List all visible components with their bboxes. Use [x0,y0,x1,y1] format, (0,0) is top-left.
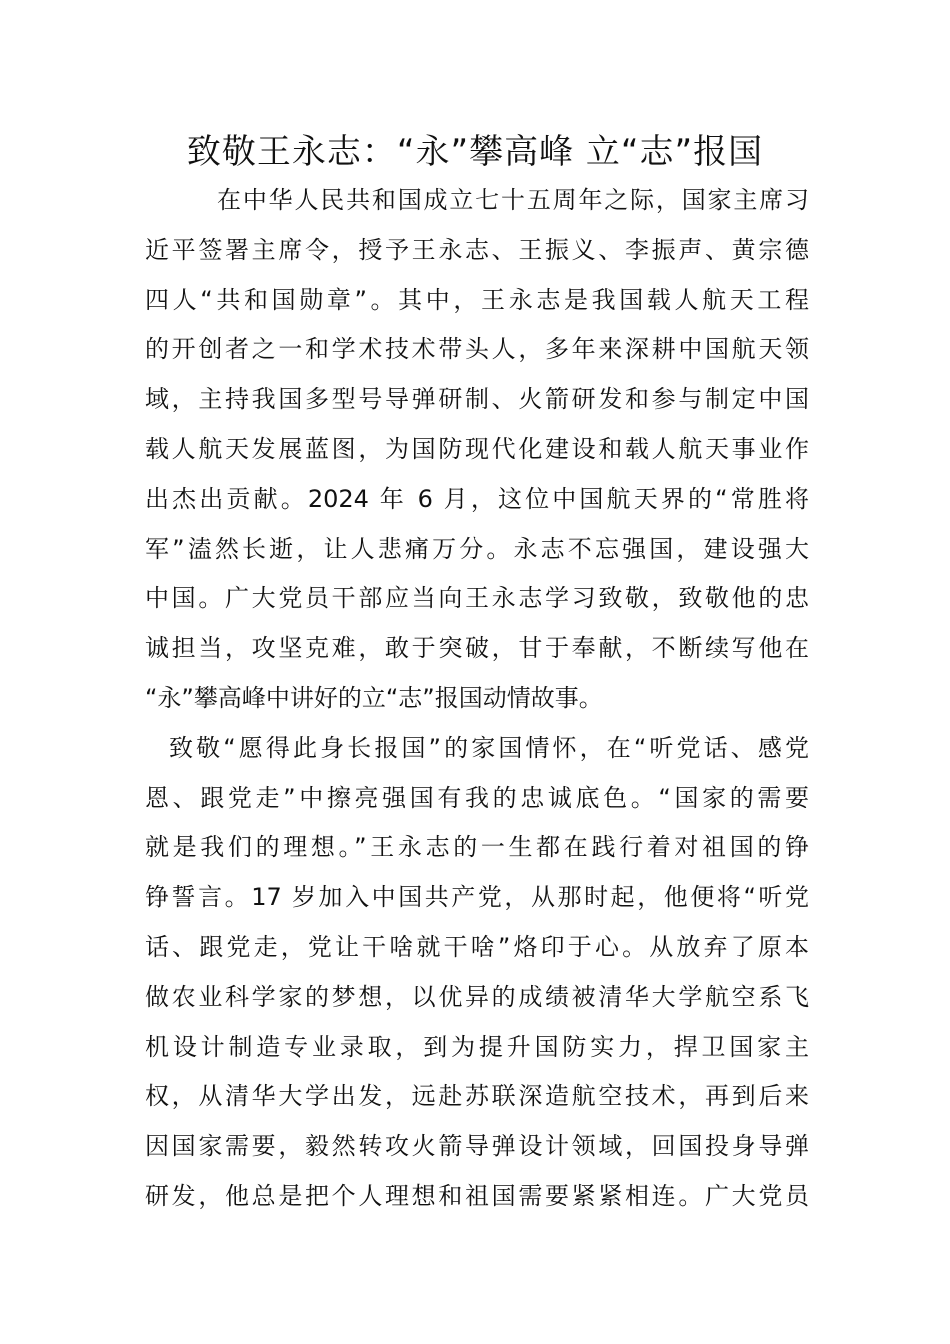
text-line: 研发，他总是把个人理想和祖国需要紧紧相连。广大党员 [145,1181,809,1210]
text-line: 四人“共和国勋章”。其中，王永志是我国载人航天工程 [145,285,809,314]
text-line: 在中华人民共和国成立七十五周年之际，国家主席习 [217,186,809,214]
text-line: 恩、跟党走”中擦亮强国有我的忠诚底色。“国家的需要 [145,783,809,812]
text-line: 域，主持我国多型号导弹研制、火箭研发和参与制定中国 [145,385,809,414]
text-line: 载人航天发展蓝图，为国防现代化建设和载人航天事业作 [145,434,809,463]
text-line: 诚担当，攻坚克难，敢于突破，甘于奉献，不断续写他在 [145,634,809,663]
document-title: 致敬王永志：“永”攀高峰 立“志”报国 [186,132,764,172]
text-line: 做农业科学家的梦想，以优异的成绩被清华大学航空系飞 [145,982,809,1011]
text-line: 军”溘然长逝，让人悲痛万分。永志不忘强国，建设强大 [145,534,809,563]
paragraph-2 [145,724,809,1222]
text-line: 机设计制造专业录取，到为提升国防实力，捍卫国家主 [145,1032,809,1061]
text-line: 因国家需要，毅然转攻火箭导弹设计领域，回国投身导弹 [145,1132,809,1161]
text-line: 近平签署主席令，授予王永志、王振义、李振声、黄宗德 [145,235,809,264]
text-line: 致敬“愿得此身长报国”的家国情怀，在“听党话、感党 [169,733,809,762]
paragraph-1 [145,176,809,724]
text-line: 中国。广大党员干部应当向王永志学习致敬，致敬他的忠 [145,584,809,613]
text-line: 的开创者之一和学术技术带头人，多年来深耕中国航天领 [145,335,809,364]
text-line: “永”攀高峰中讲好的立“志”报国动情故事。 [145,683,603,712]
text-line: 出杰出贡献。2024 年 6 月，这位中国航天界的“常胜将 [145,484,809,513]
text-line: 话、跟党走，党让干啥就干啥”烙印于心。从放弃了原本 [145,932,809,961]
text-line: 权，从清华大学出发，远赴苏联深造航空技术，再到后来 [145,1082,809,1111]
text-line: 就是我们的理想。”王永志的一生都在践行着对祖国的铮 [145,833,809,862]
document-body [145,176,809,1222]
text-line: 铮誓言。17 岁加入中国共产党，从那时起，他便将“听党 [145,883,809,912]
